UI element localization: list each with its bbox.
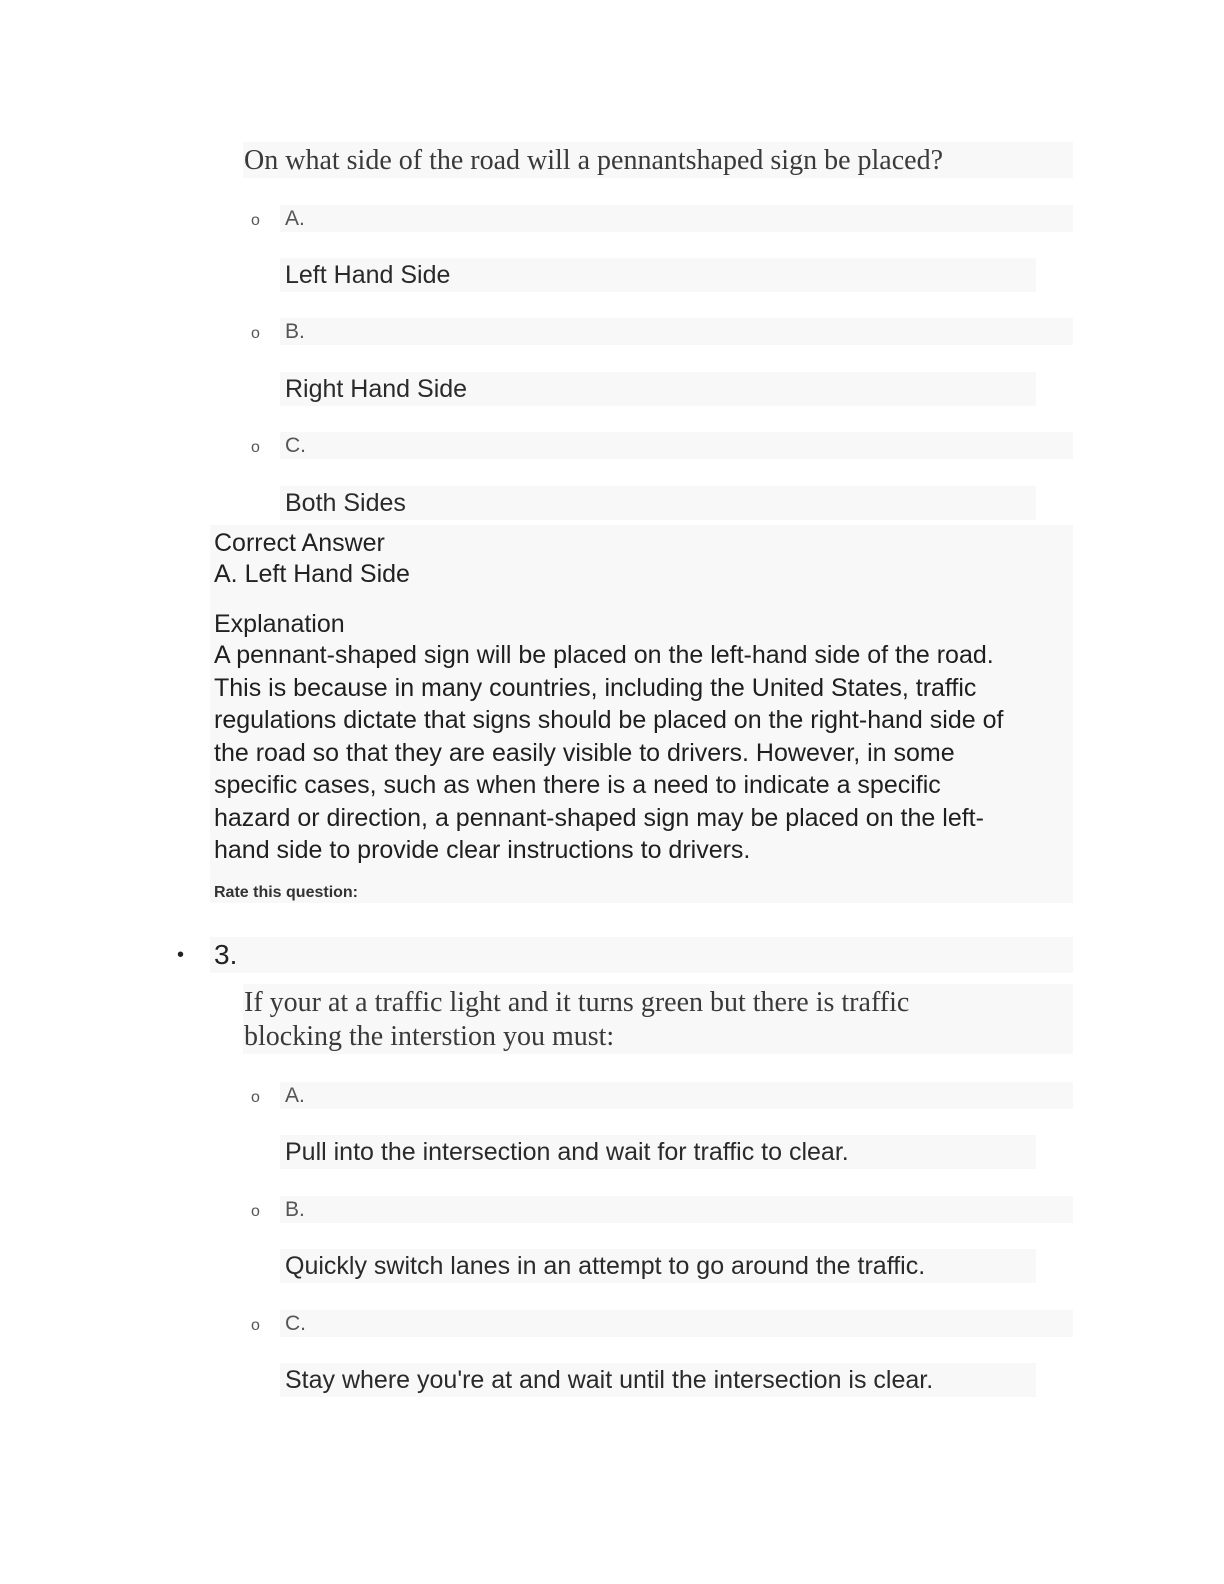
rate-question-label: Rate this question: xyxy=(214,884,359,901)
q3-option-b-label-box xyxy=(280,1196,1073,1223)
explanation-line: regulations dictate that signs should be placed on the right-hand side of xyxy=(214,706,1004,734)
option-b-label-box xyxy=(280,318,1073,345)
explanation-heading: Explanation xyxy=(214,610,345,638)
option-b-bullet-icon: o xyxy=(251,325,260,342)
q3-option-b-answer[interactable]: Quickly switch lanes in an attempt to go around the traffic. xyxy=(285,1252,926,1280)
question-3-list-bullet-icon: • xyxy=(177,944,185,966)
explanation-line: hand side to provide clear instructions to drivers. xyxy=(214,836,751,864)
explanation-line: This is because in many countries, including the United States, traffic xyxy=(214,673,977,702)
option-b-answer[interactable]: Right Hand Side xyxy=(285,375,468,403)
q3-option-c-label-box xyxy=(280,1310,1073,1337)
explanation-line: the road so that they are easily visible to drivers. However, in some xyxy=(214,738,955,767)
option-a-label-box xyxy=(280,205,1073,232)
q3-option-b-bullet-icon: o xyxy=(251,1203,260,1220)
q3-option-a-label-box xyxy=(280,1082,1073,1109)
option-c-label-box xyxy=(280,432,1073,459)
q3-option-a-letter[interactable]: A. xyxy=(285,1084,305,1107)
option-c-answer[interactable]: Both Sides xyxy=(285,489,406,517)
option-c-letter[interactable]: C. xyxy=(285,434,306,457)
correct-answer-heading: Correct Answer xyxy=(214,529,385,557)
q3-option-a-answer[interactable]: Pull into the intersection and wait for traffic to clear. xyxy=(285,1138,849,1166)
option-b-letter[interactable]: B. xyxy=(285,320,305,343)
q3-option-b-letter[interactable]: B. xyxy=(285,1198,305,1221)
q3-option-c-answer[interactable]: Stay where you're at and wait until the intersection is clear. xyxy=(285,1366,934,1394)
question-3-text-line: blocking the interstion you must: xyxy=(244,1021,615,1052)
question-3-number: 3. xyxy=(214,939,238,970)
option-a-letter[interactable]: A. xyxy=(285,207,305,230)
question-2-text: On what side of the road will a pennantshaped sign be placed? xyxy=(244,145,944,176)
option-c-bullet-icon: o xyxy=(251,439,260,456)
q3-option-a-bullet-icon: o xyxy=(251,1089,260,1106)
explanation-line: specific cases, such as when there is a need to indicate a specific xyxy=(214,771,941,799)
option-a-answer[interactable]: Left Hand Side xyxy=(285,261,451,289)
q3-option-c-letter[interactable]: C. xyxy=(285,1312,306,1335)
explanation-line: hazard or direction, a pennant-shaped sign may be placed on the left- xyxy=(214,803,984,832)
correct-answer-value: A. Left Hand Side xyxy=(214,560,410,588)
explanation-body xyxy=(214,639,1003,867)
question-3-number-box xyxy=(210,937,1073,973)
option-a-bullet-icon: o xyxy=(251,212,260,229)
question-3-text-line: If your at a traffic light and it turns green but there is traffic xyxy=(244,987,910,1018)
q3-option-c-bullet-icon: o xyxy=(251,1317,260,1334)
explanation-line: A pennant-shaped sign will be placed on the left-hand side of the road. xyxy=(214,641,994,669)
question-3-text xyxy=(244,986,909,1054)
